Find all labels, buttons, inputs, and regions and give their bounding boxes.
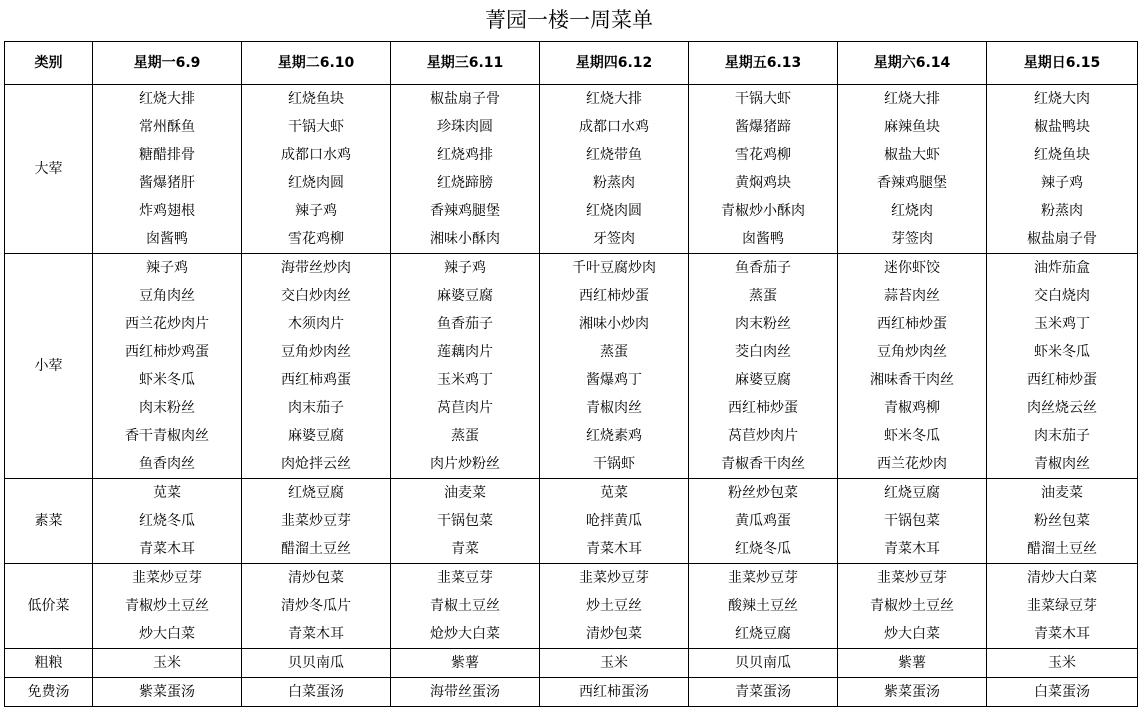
dish-cell: 青椒炒土豆丝 <box>838 592 987 620</box>
dish-cell: 红烧大排 <box>540 85 689 114</box>
dish-cell: 麻婆豆腐 <box>242 422 391 450</box>
dish-cell: 红烧冬瓜 <box>93 507 242 535</box>
dish-cell: 西兰花炒肉片 <box>93 310 242 338</box>
dish-cell: 油麦菜 <box>987 479 1138 508</box>
dish-cell: 肉末茄子 <box>987 422 1138 450</box>
dish-cell: 西红柿鸡蛋 <box>242 366 391 394</box>
menu-row <box>5 678 1138 707</box>
dish-cell: 红烧肉 <box>838 197 987 225</box>
dish-cell: 糖醋排骨 <box>93 141 242 169</box>
dish-cell: 清炒包菜 <box>242 564 391 593</box>
header-row <box>5 42 1138 85</box>
dish-cell: 芽签肉 <box>838 225 987 254</box>
dish-cell: 成都口水鸡 <box>540 113 689 141</box>
menu-row <box>5 394 1138 422</box>
dish-cell: 交白炒肉丝 <box>242 282 391 310</box>
dish-cell: 虾米冬瓜 <box>987 338 1138 366</box>
dish-cell: 韭菜炒豆芽 <box>689 564 838 593</box>
dish-cell: 红烧肉圆 <box>242 169 391 197</box>
dish-cell: 麻辣鱼块 <box>838 113 987 141</box>
menu-table <box>4 41 1138 707</box>
dish-cell: 肉末茄子 <box>242 394 391 422</box>
dish-cell: 囱酱鸭 <box>689 225 838 254</box>
menu-row <box>5 254 1138 283</box>
dish-cell: 雪花鸡柳 <box>242 225 391 254</box>
dish-cell: 西红柿炒蛋 <box>540 282 689 310</box>
dish-cell: 莴苣肉片 <box>391 394 540 422</box>
menu-row <box>5 197 1138 225</box>
header-day: 星期日6.15 <box>987 42 1138 85</box>
dish-cell: 茭白肉丝 <box>689 338 838 366</box>
menu-row <box>5 282 1138 310</box>
dish-cell: 苋菜 <box>93 479 242 508</box>
dish-cell: 炒大白菜 <box>838 620 987 649</box>
dish-cell: 牙签肉 <box>540 225 689 254</box>
dish-cell: 红烧豆腐 <box>838 479 987 508</box>
dish-cell: 醋溜土豆丝 <box>987 535 1138 564</box>
dish-cell: 红烧鱼块 <box>242 85 391 114</box>
dish-cell: 酸辣土豆丝 <box>689 592 838 620</box>
dish-cell: 韭菜绿豆芽 <box>987 592 1138 620</box>
menu-row <box>5 169 1138 197</box>
dish-cell: 韭菜豆芽 <box>391 564 540 593</box>
dish-cell: 韭菜炒豆芽 <box>838 564 987 593</box>
category-cell: 素菜 <box>5 479 93 564</box>
dish-cell: 迷你虾饺 <box>838 254 987 283</box>
dish-cell: 呛拌黄瓜 <box>540 507 689 535</box>
dish-cell: 西红柿炒蛋 <box>838 310 987 338</box>
dish-cell: 白菜蛋汤 <box>242 678 391 707</box>
dish-cell: 红烧肉圆 <box>540 197 689 225</box>
dish-cell: 辣子鸡 <box>93 254 242 283</box>
dish-cell: 常州酥鱼 <box>93 113 242 141</box>
menu-row <box>5 338 1138 366</box>
dish-cell: 千叶豆腐炒肉 <box>540 254 689 283</box>
dish-cell: 红烧豆腐 <box>242 479 391 508</box>
dish-cell: 粉丝包菜 <box>987 507 1138 535</box>
menu-row <box>5 422 1138 450</box>
menu-row <box>5 113 1138 141</box>
dish-cell: 玉米 <box>540 649 689 678</box>
dish-cell: 麻婆豆腐 <box>689 366 838 394</box>
dish-cell: 西红柿炒蛋 <box>987 366 1138 394</box>
dish-cell: 玉米 <box>93 649 242 678</box>
category-cell: 免费汤 <box>5 678 93 707</box>
dish-cell: 青椒炒土豆丝 <box>93 592 242 620</box>
dish-cell: 玉米鸡丁 <box>391 366 540 394</box>
dish-cell: 红烧蹄膀 <box>391 169 540 197</box>
dish-cell: 青椒肉丝 <box>540 394 689 422</box>
dish-cell: 红烧鱼块 <box>987 141 1138 169</box>
menu-row <box>5 479 1138 508</box>
dish-cell: 黄瓜鸡蛋 <box>689 507 838 535</box>
dish-cell: 红烧豆腐 <box>689 620 838 649</box>
dish-cell: 红烧鸡排 <box>391 141 540 169</box>
category-cell: 小荤 <box>5 254 93 479</box>
dish-cell: 辣子鸡 <box>987 169 1138 197</box>
dish-cell: 肉炝拌云丝 <box>242 450 391 479</box>
dish-cell: 紫薯 <box>391 649 540 678</box>
header-day: 星期三6.11 <box>391 42 540 85</box>
dish-cell: 辣子鸡 <box>242 197 391 225</box>
dish-cell: 干锅包菜 <box>838 507 987 535</box>
menu-body <box>5 85 1138 707</box>
dish-cell: 莴苣炒肉片 <box>689 422 838 450</box>
dish-cell: 粉蒸肉 <box>987 197 1138 225</box>
dish-cell: 红烧素鸡 <box>540 422 689 450</box>
header-day: 星期六6.14 <box>838 42 987 85</box>
dish-cell: 干锅包菜 <box>391 507 540 535</box>
dish-cell: 鱼香茄子 <box>391 310 540 338</box>
dish-cell: 酱爆猪肝 <box>93 169 242 197</box>
dish-cell: 韭菜炒豆芽 <box>93 564 242 593</box>
dish-cell: 干锅大虾 <box>242 113 391 141</box>
dish-cell: 青菜蛋汤 <box>689 678 838 707</box>
dish-cell: 青菜木耳 <box>242 620 391 649</box>
dish-cell: 湘味小炒肉 <box>540 310 689 338</box>
dish-cell: 香辣鸡腿堡 <box>838 169 987 197</box>
menu-row <box>5 535 1138 564</box>
dish-cell: 鱼香肉丝 <box>93 450 242 479</box>
dish-cell: 酱爆猪蹄 <box>689 113 838 141</box>
dish-cell: 青菜 <box>391 535 540 564</box>
dish-cell: 椒盐鸭块 <box>987 113 1138 141</box>
page-title: 菁园一楼一周菜单 <box>485 8 653 32</box>
dish-cell: 苋菜 <box>540 479 689 508</box>
header-day: 星期五6.13 <box>689 42 838 85</box>
dish-cell: 清炒冬瓜片 <box>242 592 391 620</box>
dish-cell: 紫薯 <box>838 649 987 678</box>
dish-cell: 紫菜蛋汤 <box>838 678 987 707</box>
dish-cell: 红烧大排 <box>838 85 987 114</box>
dish-cell: 西红柿炒鸡蛋 <box>93 338 242 366</box>
dish-cell: 贝贝南瓜 <box>242 649 391 678</box>
menu-row <box>5 649 1138 678</box>
category-cell: 大荤 <box>5 85 93 254</box>
dish-cell: 紫菜蛋汤 <box>93 678 242 707</box>
dish-cell: 青菜木耳 <box>93 535 242 564</box>
dish-cell: 肉丝烧云丝 <box>987 394 1138 422</box>
menu-row <box>5 366 1138 394</box>
category-cell: 粗粮 <box>5 649 93 678</box>
menu-row <box>5 141 1138 169</box>
dish-cell: 肉片炒粉丝 <box>391 450 540 479</box>
dish-cell: 红烧大肉 <box>987 85 1138 114</box>
dish-cell: 油麦菜 <box>391 479 540 508</box>
menu-row <box>5 592 1138 620</box>
dish-cell: 红烧冬瓜 <box>689 535 838 564</box>
dish-cell: 贝贝南瓜 <box>689 649 838 678</box>
dish-cell: 虾米冬瓜 <box>838 422 987 450</box>
dish-cell: 白菜蛋汤 <box>987 678 1138 707</box>
dish-cell: 鱼香茄子 <box>689 254 838 283</box>
dish-cell: 青菜木耳 <box>540 535 689 564</box>
dish-cell: 油炸茄盒 <box>987 254 1138 283</box>
dish-cell: 海带丝炒肉 <box>242 254 391 283</box>
dish-cell: 西红柿蛋汤 <box>540 678 689 707</box>
dish-cell: 青椒土豆丝 <box>391 592 540 620</box>
menu-row <box>5 620 1138 649</box>
dish-cell: 炒土豆丝 <box>540 592 689 620</box>
dish-cell: 红烧带鱼 <box>540 141 689 169</box>
dish-cell: 虾米冬瓜 <box>93 366 242 394</box>
dish-cell: 湘味小酥肉 <box>391 225 540 254</box>
dish-cell: 豆角炒肉丝 <box>242 338 391 366</box>
dish-cell: 干锅大虾 <box>689 85 838 114</box>
dish-cell: 辣子鸡 <box>391 254 540 283</box>
dish-cell: 炒大白菜 <box>93 620 242 649</box>
menu-row <box>5 310 1138 338</box>
dish-cell: 青菜木耳 <box>838 535 987 564</box>
dish-cell: 醋溜土豆丝 <box>242 535 391 564</box>
dish-cell: 交白烧肉 <box>987 282 1138 310</box>
dish-cell: 玉米鸡丁 <box>987 310 1138 338</box>
dish-cell: 酱爆鸡丁 <box>540 366 689 394</box>
dish-cell: 豆角炒肉丝 <box>838 338 987 366</box>
dish-cell: 韭菜炒豆芽 <box>540 564 689 593</box>
header-category: 类别 <box>5 42 93 85</box>
dish-cell: 豆角肉丝 <box>93 282 242 310</box>
dish-cell: 清炒大白菜 <box>987 564 1138 593</box>
dish-cell: 香干青椒肉丝 <box>93 422 242 450</box>
menu-row <box>5 507 1138 535</box>
category-cell: 低价菜 <box>5 564 93 649</box>
dish-cell: 莲藕肉片 <box>391 338 540 366</box>
menu-row <box>5 225 1138 254</box>
dish-cell: 红烧大排 <box>93 85 242 114</box>
dish-cell: 青椒肉丝 <box>987 450 1138 479</box>
dish-cell: 青椒炒小酥肉 <box>689 197 838 225</box>
dish-cell: 清炒包菜 <box>540 620 689 649</box>
dish-cell: 蒸蛋 <box>540 338 689 366</box>
dish-cell: 香辣鸡腿堡 <box>391 197 540 225</box>
dish-cell: 蒸蛋 <box>391 422 540 450</box>
dish-cell: 粉丝炒包菜 <box>689 479 838 508</box>
dish-cell: 韭菜炒豆芽 <box>242 507 391 535</box>
dish-cell: 椒盐扇子骨 <box>391 85 540 114</box>
dish-cell: 玉米 <box>987 649 1138 678</box>
dish-cell: 麻婆豆腐 <box>391 282 540 310</box>
dish-cell: 炝炒大白菜 <box>391 620 540 649</box>
dish-cell: 西红柿炒蛋 <box>689 394 838 422</box>
dish-cell: 雪花鸡柳 <box>689 141 838 169</box>
dish-cell: 木须肉片 <box>242 310 391 338</box>
dish-cell: 青椒鸡柳 <box>838 394 987 422</box>
dish-cell: 海带丝蛋汤 <box>391 678 540 707</box>
dish-cell: 黄焖鸡块 <box>689 169 838 197</box>
header-day: 星期二6.10 <box>242 42 391 85</box>
dish-cell: 粉蒸肉 <box>540 169 689 197</box>
dish-cell: 珍珠肉圆 <box>391 113 540 141</box>
dish-cell: 肉末粉丝 <box>93 394 242 422</box>
header-day: 星期一6.9 <box>93 42 242 85</box>
dish-cell: 肉末粉丝 <box>689 310 838 338</box>
dish-cell: 椒盐大虾 <box>838 141 987 169</box>
dish-cell: 西兰花炒肉 <box>838 450 987 479</box>
dish-cell: 成都口水鸡 <box>242 141 391 169</box>
dish-cell: 湘味香干肉丝 <box>838 366 987 394</box>
dish-cell: 炸鸡翅根 <box>93 197 242 225</box>
menu-row <box>5 450 1138 479</box>
dish-cell: 青菜木耳 <box>987 620 1138 649</box>
dish-cell: 青椒香干肉丝 <box>689 450 838 479</box>
dish-cell: 椒盐扇子骨 <box>987 225 1138 254</box>
header-day: 星期四6.12 <box>540 42 689 85</box>
dish-cell: 蒸蛋 <box>689 282 838 310</box>
menu-row <box>5 85 1138 114</box>
menu-row <box>5 564 1138 593</box>
dish-cell: 干锅虾 <box>540 450 689 479</box>
dish-cell: 囱酱鸭 <box>93 225 242 254</box>
dish-cell: 蒜苔肉丝 <box>838 282 987 310</box>
